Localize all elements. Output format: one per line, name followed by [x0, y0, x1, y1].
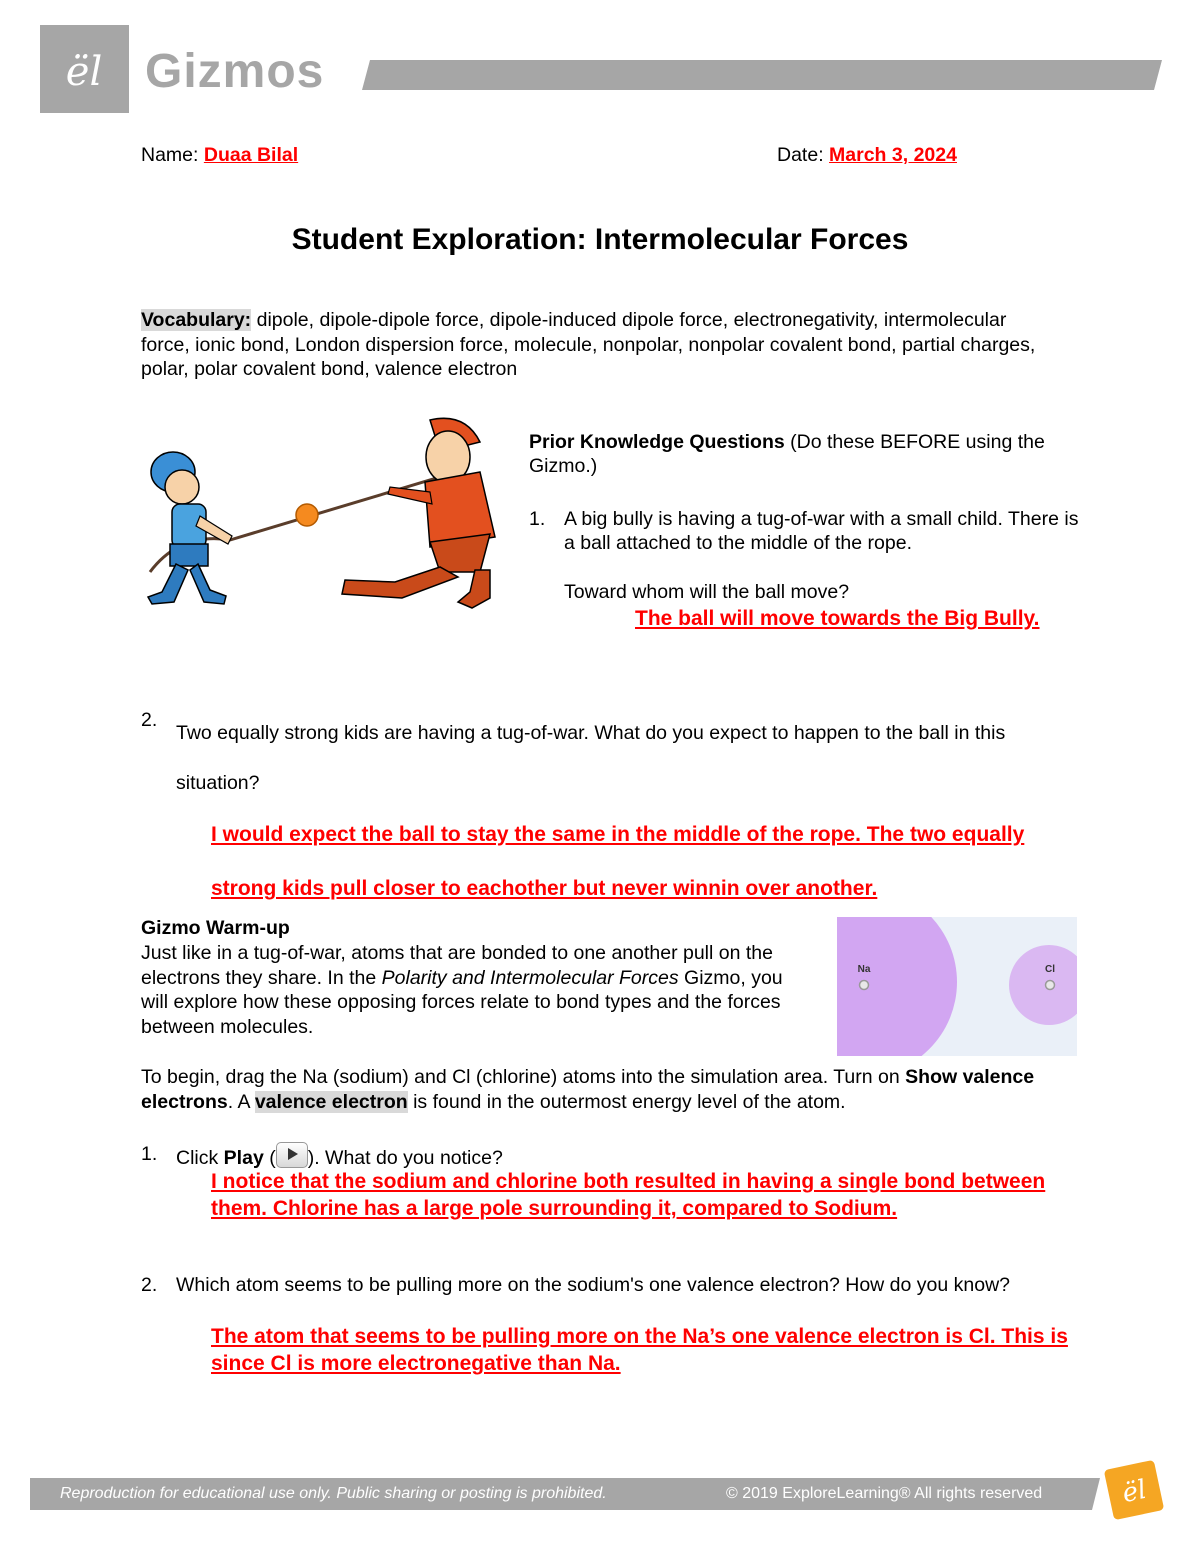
rope-ball [296, 504, 318, 526]
small-child-figure [148, 452, 232, 604]
question-number: 2. [141, 709, 158, 731]
cl-nucleus [1046, 981, 1055, 990]
warmup-paragraph [141, 941, 801, 1039]
na-label: Na [857, 964, 871, 975]
cl-label: Cl [1045, 964, 1055, 975]
vocabulary-label: Vocabulary: [141, 309, 252, 331]
svg-text:ël: ël [1119, 1474, 1150, 1510]
question-text-part: Click [176, 1147, 219, 1169]
warmup-text-part: Just like in a tug-of-war, atoms that are bonded to one another pull on the electrons they share. In the [141, 942, 773, 989]
date-value: March 3, 2024 [829, 144, 957, 166]
play-button-icon [276, 1142, 308, 1168]
vocabulary-terms: dipole, dipole-dipole force, dipole-induced dipole force, electronegativity, intermolecular force, ionic bond, London dispersion force, molecule, nonpolar, nonpolar covalent bond, partial charges, polar, polar covalent bond, valence electron [141, 309, 1036, 380]
name-label: Name: [141, 144, 199, 166]
gizmos-brand: Gizmos [145, 45, 325, 98]
instructions-part: . A [227, 1090, 250, 1113]
question-text: Two equally strong kids are having a tug-of-war. What do you expect to happen to the ball in this situation? [176, 722, 1006, 794]
atom-simulation [837, 917, 1077, 1056]
simulation-screenshot [837, 917, 1077, 1056]
play-term: Play [223, 1147, 264, 1169]
name-value: Duaa Bilal [203, 144, 299, 166]
valence-electron-term: valence electron [254, 1090, 408, 1113]
question-text: Click Play ( ). What do you notice? [176, 1142, 503, 1170]
explorelearning-badge-icon [1097, 1453, 1171, 1527]
question-number: 1. [141, 1143, 158, 1165]
prior-knowledge-heading [529, 430, 1049, 478]
na-atom-cloud [837, 917, 957, 1056]
page-title: Student Exploration: Intermolecular Forces [291, 223, 909, 256]
na-nucleus [860, 981, 869, 990]
cl-atom-cloud [1009, 945, 1077, 1025]
big-bully-figure [342, 418, 495, 608]
vocabulary-section [141, 308, 1041, 382]
answer-text: The atom that seems to be pulling more on the Na’s one valence electron is Cl. This is since Cl is more electronegative than Na. [211, 1325, 1068, 1375]
question-text-part: ). What do you notice? [307, 1147, 503, 1169]
prior-knowledge-note: (Do these BEFORE using the Gizmo.) [529, 431, 1045, 477]
answer-text: I notice that the sodium and chlorine both resulted in having a single bond between them. Chlorine has a large pole surrounding it, compared to Sodium. [211, 1170, 1046, 1220]
name-line [141, 143, 298, 167]
question-number: 1. [529, 508, 546, 530]
explorelearning-logo [40, 25, 129, 113]
warmup-text-part: Gizmo, you will explore how these opposing forces relate to bond types and the forces between molecules. [141, 966, 783, 1038]
tug-of-war-illustration [140, 412, 500, 612]
instructions-part: To begin, drag the Na (sodium) and Cl (chlorine) atoms into the simulation area. Turn on [141, 1066, 900, 1088]
date-label: Date: [777, 144, 824, 166]
answer-text: The ball will move towards the Big Bully. [635, 607, 1040, 630]
header-divider-bar [362, 60, 1162, 90]
logo-icon [40, 25, 129, 113]
prior-knowledge-title: Prior Knowledge Questions [529, 431, 785, 453]
footer-notice: Reproduction for educational use only. Public sharing or posting is prohibited. [60, 1485, 607, 1502]
question-text: A big bully is having a tug-of-war with a small child. There is a ball attached to the middle of the rope. [564, 508, 1079, 554]
instructions-part: is found in the outermost energy level of the atom. [413, 1090, 846, 1113]
footer-copyright: © 2019 ExploreLearning® All rights reserved [726, 1485, 1043, 1502]
gizmo-name: Polarity and Intermolecular Forces [381, 966, 679, 989]
show-valence-electrons-term: Show valence electrons [141, 1066, 1035, 1113]
question-text: Which atom seems to be pulling more on the sodium's one valence electron? How do you know? [176, 1274, 1011, 1296]
instructions-paragraph [141, 1065, 1081, 1114]
answer-text: I would expect the ball to stay the same in the middle of the rope. The two equally strong kids pull closer to eachother but never winnin over another. [211, 823, 1025, 900]
question-subprompt: Toward whom will the ball move? [564, 581, 850, 603]
question-number: 2. [141, 1274, 158, 1296]
svg-text:ël: ël [65, 49, 103, 95]
date-line [777, 143, 957, 167]
warmup-heading: Gizmo Warm-up [141, 917, 290, 939]
